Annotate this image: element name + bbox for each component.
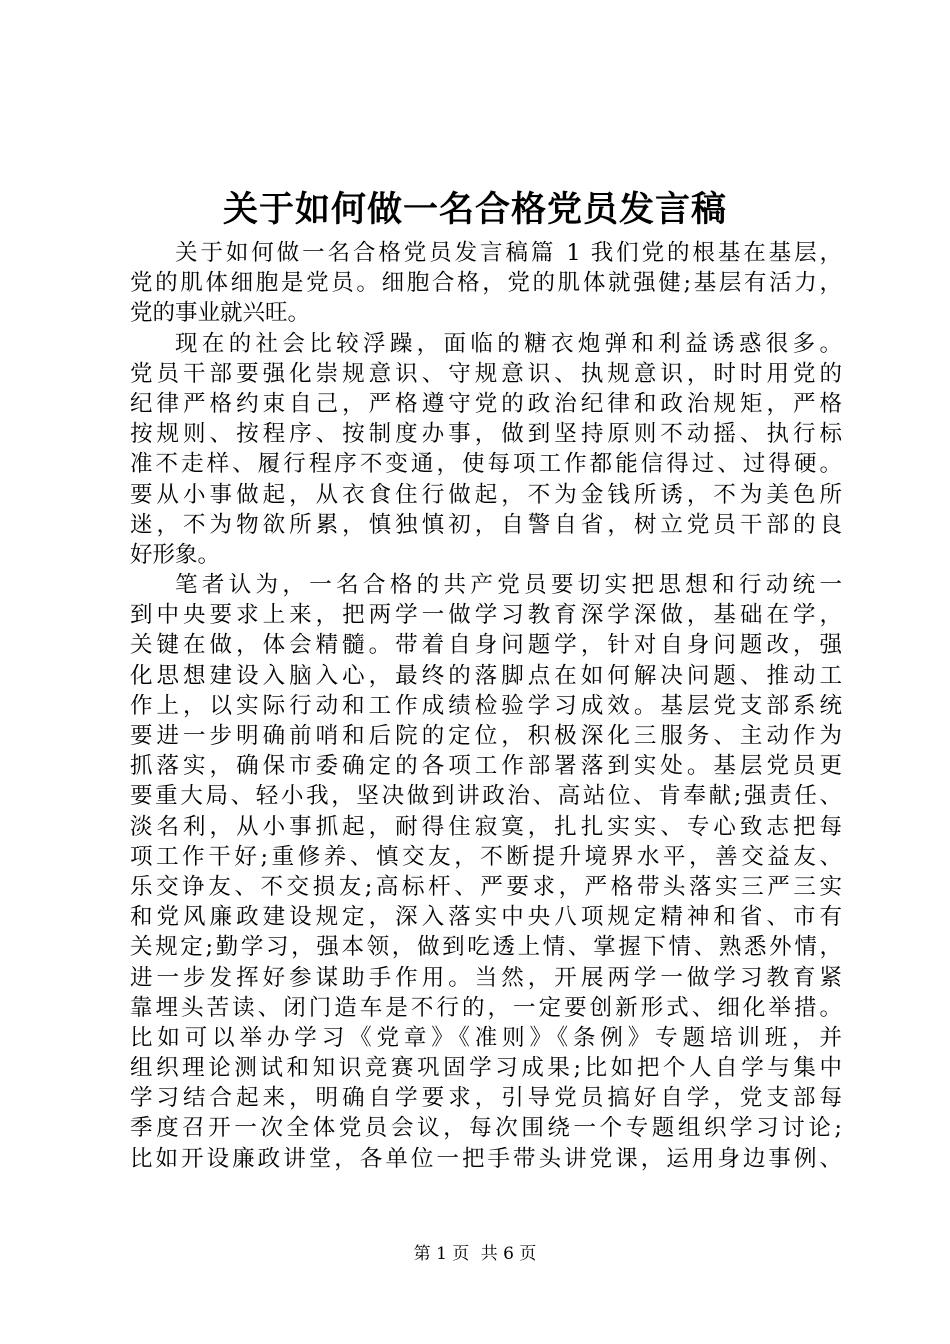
document-body [130, 238, 842, 1174]
text-line: 要重大局、轻小我，坚决做到讲政治、高站位、肯奉献;强责任、 [130, 783, 842, 810]
text-line: 纪律严格约束自己，严格遵守党的政治纪律和政治规矩，严格 [130, 390, 842, 417]
text-line: 笔者认为，一名合格的共产党员要切实把思想和行动统一 [175, 572, 842, 599]
text-line: 作上，以实际行动和工作成绩检验学习成效。基层党支部系统 [130, 692, 842, 719]
text-line: 比如开设廉政讲堂，各单位一把手带头讲党课，运用身边事例、 [130, 1145, 842, 1172]
page-number: 第 1 页 [413, 1244, 470, 1264]
text-line: 关规定;勤学习，强本领，做到吃透上情、掌握下情、熟悉外情， [130, 934, 842, 961]
text-line: 要进一步明确前哨和后院的定位，积极深化三服务、主动作为 [130, 723, 842, 749]
text-line: 乐交诤友、不交损友;高标杆、严要求，严格带头落实三严三实 [130, 873, 842, 900]
text-line: 进一步发挥好参谋助手作用。当然，开展两学一做学习教育紧 [130, 964, 842, 991]
text-line: 要从小事做起，从衣食住行做起，不为金钱所诱，不为美色所 [130, 481, 842, 508]
text-line: 淡名利，从小事抓起，耐得住寂寞，扎扎实实、专心致志把每 [130, 813, 842, 840]
text-line: 关于如何做一名合格党员发言稿篇 1 我们党的根基在基层， [175, 240, 842, 266]
document-title: 关于如何做一名合格党员发言稿 [222, 189, 727, 230]
text-line: 抓落实，确保市委确定的各项工作部署落到实处。基层党员更 [130, 753, 842, 780]
text-line: 现在的社会比较浮躁，面临的糖衣炮弹和利益诱惑很多。 [175, 330, 842, 357]
text-line: 项工作干好;重修养、慎交友，不断提升境界水平，善交益友、 [130, 843, 842, 870]
text-line: 党员干部要强化崇规意识、守规意识、执规意识，时时用党的 [130, 360, 842, 387]
text-line: 比如可以举办学习《党章》《准则》《条例》专题培训班，并 [130, 1024, 842, 1051]
page-total: 共 6 页 [480, 1244, 537, 1264]
text-line: 和党风廉政建设规定，深入落实中央八项规定精神和省、市有 [130, 904, 842, 931]
text-line: 好形象。 [130, 541, 221, 568]
text-line: 迷，不为物欲所累，慎独慎初，自警自省，树立党员干部的良 [130, 511, 842, 538]
text-line: 组织理论测试和知识竞赛巩固学习成果;比如把个人自学与集中 [130, 1055, 842, 1082]
text-line: 靠埋头苦读、闭门造车是不行的，一定要创新形式、细化举措。 [130, 994, 842, 1021]
text-line: 学习结合起来，明确自学要求，引导党员搞好自学，党支部每 [130, 1085, 842, 1112]
text-line: 化思想建设入脑入心，最终的落脚点在如何解决问题、推动工 [130, 662, 842, 689]
text-line: 党的事业就兴旺。 [130, 300, 311, 327]
text-line: 季度召开一次全体党员会议，每次围绕一个专题组织学习讨论; [130, 1115, 842, 1142]
text-line: 准不走样、履行程序不变通，使每项工作都能信得过、过得硬。 [130, 451, 842, 478]
text-line: 党的肌体细胞是党员。细胞合格，党的肌体就强健;基层有活力， [130, 270, 842, 297]
text-line: 按规则、按程序、按制度办事，做到坚持原则不动摇、执行标 [130, 421, 842, 448]
text-line: 关键在做，体会精髓。带着自身问题学，针对自身问题改，强 [130, 632, 842, 659]
page-footer [0, 1242, 950, 1266]
text-line: 到中央要求上来，把两学一做学习教育深学深做，基础在学， [130, 602, 842, 629]
